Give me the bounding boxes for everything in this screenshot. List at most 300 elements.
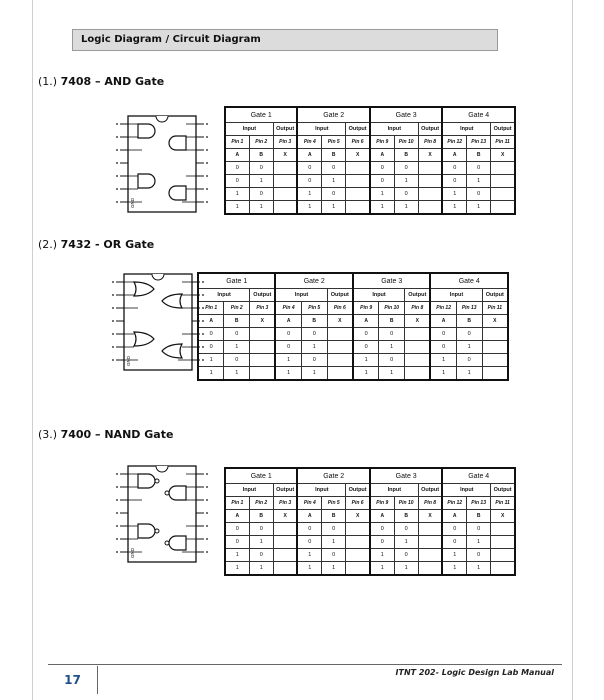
input-value: 1 <box>467 175 491 188</box>
input-value: 0 <box>467 549 491 562</box>
input-value: 0 <box>394 523 418 536</box>
variable-label: B <box>456 315 482 328</box>
input-value: 0 <box>442 175 466 188</box>
and-gate-symbol <box>138 174 155 188</box>
gate-header-row <box>225 468 515 484</box>
input-value: 0 <box>249 162 273 175</box>
output-cell[interactable] <box>491 536 515 549</box>
variable-label: X <box>273 510 297 523</box>
pin-dot <box>206 538 208 540</box>
pin-dot <box>112 320 114 322</box>
pin-dot <box>116 538 118 540</box>
output-cell[interactable] <box>250 328 276 341</box>
input-value: 1 <box>353 354 379 367</box>
gate-header: Gate 3 <box>353 273 430 289</box>
pin-dot <box>206 486 208 488</box>
pin-label: Pin 2 <box>224 302 250 315</box>
input-value: 1 <box>379 341 405 354</box>
output-cell[interactable] <box>418 162 442 175</box>
pin-dot <box>116 175 118 177</box>
input-value: 1 <box>249 175 273 188</box>
input-value: 1 <box>297 188 321 201</box>
output-cell[interactable] <box>482 341 508 354</box>
pin-dot <box>116 473 118 475</box>
gate-header: Gate 2 <box>275 273 352 289</box>
input-header: Input <box>430 289 482 302</box>
input-value: 1 <box>225 549 249 562</box>
gate-header-row <box>225 107 515 123</box>
input-value: 1 <box>430 354 456 367</box>
input-value: 0 <box>225 162 249 175</box>
input-value: 0 <box>322 523 346 536</box>
input-value: 0 <box>370 162 394 175</box>
output-cell[interactable] <box>491 549 515 562</box>
input-header: Input <box>225 484 273 497</box>
pin-label: Pin 11 <box>491 497 515 510</box>
variable-label: A <box>353 315 379 328</box>
variable-row <box>225 510 515 523</box>
gnd-label: GND <box>130 548 135 558</box>
output-cell[interactable] <box>273 562 297 576</box>
truth-row <box>225 562 515 576</box>
input-value: 1 <box>370 201 394 215</box>
pin-dot <box>112 346 114 348</box>
input-value: 0 <box>224 354 250 367</box>
gate-header: Gate 2 <box>297 107 369 123</box>
input-value: 1 <box>224 367 250 381</box>
variable-row <box>225 149 515 162</box>
input-value: 0 <box>370 175 394 188</box>
pin-dot <box>206 162 208 164</box>
input-value: 1 <box>442 549 466 562</box>
input-value: 0 <box>297 162 321 175</box>
gate-header: Gate 1 <box>198 273 275 289</box>
input-value: 0 <box>379 354 405 367</box>
output-cell[interactable] <box>482 367 508 381</box>
pin-label: Pin 2 <box>249 136 273 149</box>
nand-gate-symbol-bubble <box>165 541 169 545</box>
output-cell[interactable] <box>273 188 297 201</box>
variable-label: X <box>418 149 442 162</box>
section-number: (2.) <box>38 238 58 251</box>
variable-label: X <box>250 315 276 328</box>
variable-label: B <box>322 149 346 162</box>
input-value: 0 <box>301 354 327 367</box>
truth-row <box>198 328 508 341</box>
input-value: 1 <box>370 549 394 562</box>
input-value: 1 <box>301 341 327 354</box>
pin-dot <box>116 123 118 125</box>
pin-label: Pin 12 <box>430 302 456 315</box>
or-chip-diagram <box>108 270 208 380</box>
section-heading-or <box>38 238 154 251</box>
and-gate-symbol <box>169 136 186 150</box>
pin-label: Pin 13 <box>467 497 491 510</box>
pin-label: Pin 8 <box>418 497 442 510</box>
output-cell[interactable] <box>273 523 297 536</box>
variable-label: A <box>225 149 249 162</box>
output-header: Output <box>418 484 442 497</box>
variable-label: A <box>275 315 301 328</box>
truth-row <box>225 523 515 536</box>
output-cell[interactable] <box>327 328 353 341</box>
output-cell[interactable] <box>418 188 442 201</box>
input-header: Input <box>370 484 418 497</box>
input-value: 1 <box>322 201 346 215</box>
gate-header: Gate 1 <box>225 468 297 484</box>
pin-label: Pin 13 <box>456 302 482 315</box>
section-heading-and <box>38 75 164 88</box>
variable-label: A <box>297 510 321 523</box>
pin-dot <box>112 307 114 309</box>
output-header: Output <box>418 123 442 136</box>
output-cell[interactable] <box>273 162 297 175</box>
variable-label: A <box>297 149 321 162</box>
chip-body <box>124 274 192 370</box>
pin-label: Pin 3 <box>250 302 276 315</box>
section-number: (1.) <box>38 75 58 88</box>
variable-label: B <box>467 510 491 523</box>
io-header-row <box>225 484 515 497</box>
input-value: 0 <box>353 341 379 354</box>
or-truth-table <box>197 272 509 381</box>
input-header: Input <box>353 289 405 302</box>
variable-label: X <box>405 315 431 328</box>
pin-row <box>225 497 515 510</box>
pin-dot <box>206 499 208 501</box>
output-cell[interactable] <box>491 162 515 175</box>
pin-dot <box>112 333 114 335</box>
truth-row <box>225 536 515 549</box>
output-header: Output <box>250 289 276 302</box>
pin-label: Pin 6 <box>346 497 370 510</box>
output-header: Output <box>346 123 370 136</box>
and-gate-symbol <box>169 186 186 200</box>
and-truth-table <box>224 106 516 215</box>
input-value: 1 <box>394 562 418 576</box>
output-cell[interactable] <box>491 201 515 215</box>
output-cell[interactable] <box>418 523 442 536</box>
input-header: Input <box>370 123 418 136</box>
pin-label: Pin 9 <box>370 497 394 510</box>
page-edge-right <box>572 0 573 700</box>
variable-label: B <box>249 149 273 162</box>
io-header-row <box>198 289 508 302</box>
pin-dot <box>116 188 118 190</box>
input-value: 0 <box>467 162 491 175</box>
input-header: Input <box>198 289 250 302</box>
pin-label: Pin 1 <box>225 497 249 510</box>
nand-chip-diagram <box>112 462 212 572</box>
footer-divider <box>48 664 562 665</box>
pin-dot <box>116 551 118 553</box>
output-cell[interactable] <box>482 354 508 367</box>
input-value: 0 <box>297 523 321 536</box>
input-value: 1 <box>430 367 456 381</box>
output-header: Output <box>491 123 515 136</box>
output-cell[interactable] <box>346 562 370 576</box>
pin-dot <box>112 359 114 361</box>
variable-label: B <box>224 315 250 328</box>
input-value: 1 <box>394 175 418 188</box>
output-header: Output <box>482 289 508 302</box>
output-cell[interactable] <box>346 536 370 549</box>
input-value: 1 <box>456 367 482 381</box>
variable-label: A <box>442 510 466 523</box>
output-cell[interactable] <box>250 341 276 354</box>
pin-label: Pin 3 <box>273 136 297 149</box>
pin-label: Pin 13 <box>467 136 491 149</box>
input-value: 0 <box>249 549 273 562</box>
pin-label: Pin 10 <box>394 497 418 510</box>
input-value: 0 <box>370 523 394 536</box>
nand-gate-symbol <box>169 486 186 500</box>
input-value: 0 <box>225 175 249 188</box>
input-value: 0 <box>249 188 273 201</box>
pin-label: Pin 11 <box>482 302 508 315</box>
variable-label: X <box>346 149 370 162</box>
pin-label: Pin 5 <box>301 302 327 315</box>
variable-label: B <box>379 315 405 328</box>
gate-header: Gate 2 <box>297 468 369 484</box>
page-number: 17 <box>48 666 98 694</box>
input-value: 0 <box>442 523 466 536</box>
input-value: 0 <box>198 341 224 354</box>
input-value: 0 <box>442 162 466 175</box>
variable-label: B <box>394 149 418 162</box>
output-cell[interactable] <box>405 341 431 354</box>
variable-label: B <box>322 510 346 523</box>
input-value: 1 <box>442 201 466 215</box>
output-cell[interactable] <box>346 175 370 188</box>
input-value: 1 <box>442 562 466 576</box>
truth-row <box>198 354 508 367</box>
variable-label: A <box>442 149 466 162</box>
output-cell[interactable] <box>346 188 370 201</box>
input-value: 1 <box>322 175 346 188</box>
output-cell[interactable] <box>418 562 442 576</box>
input-value: 0 <box>225 523 249 536</box>
pin-dot <box>116 201 118 203</box>
input-header: Input <box>275 289 327 302</box>
input-value: 0 <box>394 188 418 201</box>
input-header: Input <box>297 484 345 497</box>
section-name: 7432 - OR Gate <box>60 238 155 251</box>
input-value: 1 <box>394 536 418 549</box>
pin-dot <box>206 136 208 138</box>
output-cell[interactable] <box>491 523 515 536</box>
variable-label: X <box>418 510 442 523</box>
gate-header: Gate 3 <box>370 468 442 484</box>
nand-gate-symbol <box>138 524 155 538</box>
output-cell[interactable] <box>273 536 297 549</box>
input-value: 1 <box>322 562 346 576</box>
nand-gate-symbol-bubble <box>155 479 159 483</box>
variable-label: B <box>467 149 491 162</box>
output-cell[interactable] <box>273 201 297 215</box>
input-value: 0 <box>442 536 466 549</box>
input-value: 0 <box>224 328 250 341</box>
pin-dot <box>116 162 118 164</box>
variable-label: X <box>491 149 515 162</box>
output-cell[interactable] <box>491 175 515 188</box>
output-cell[interactable] <box>418 201 442 215</box>
input-value: 0 <box>275 341 301 354</box>
truth-row <box>198 341 508 354</box>
output-cell[interactable] <box>405 367 431 381</box>
pin-label: Pin 10 <box>394 136 418 149</box>
variable-label: A <box>198 315 224 328</box>
pin-label: Pin 1 <box>198 302 224 315</box>
pin-label: Pin 1 <box>225 136 249 149</box>
pin-dot <box>116 512 118 514</box>
pin-label: Pin 4 <box>275 302 301 315</box>
section-heading-nand <box>38 428 173 441</box>
pin-dot <box>116 149 118 151</box>
nand-truth-table <box>224 467 516 576</box>
input-value: 0 <box>301 328 327 341</box>
output-cell[interactable] <box>491 188 515 201</box>
pin-row <box>198 302 508 315</box>
variable-label: A <box>225 510 249 523</box>
input-value: 1 <box>225 201 249 215</box>
pin-dot <box>206 175 208 177</box>
output-cell[interactable] <box>346 523 370 536</box>
output-cell[interactable] <box>482 328 508 341</box>
pin-dot <box>116 136 118 138</box>
pin-label: Pin 4 <box>297 136 321 149</box>
variable-row <box>198 315 508 328</box>
pin-label: Pin 6 <box>327 302 353 315</box>
input-value: 0 <box>394 162 418 175</box>
pin-label: Pin 12 <box>442 136 466 149</box>
pin-dot <box>206 188 208 190</box>
pin-label: Pin 3 <box>273 497 297 510</box>
variable-label: X <box>482 315 508 328</box>
truth-row <box>225 162 515 175</box>
pin-dot <box>206 123 208 125</box>
input-value: 1 <box>353 367 379 381</box>
pin-label: Pin 5 <box>322 497 346 510</box>
manual-name: ITNT 202- Logic Design Lab Manual <box>395 668 554 677</box>
and-gate-symbol <box>138 124 155 138</box>
input-value: 1 <box>249 562 273 576</box>
input-value: 0 <box>198 328 224 341</box>
input-value: 0 <box>456 328 482 341</box>
input-value: 0 <box>430 328 456 341</box>
section-number: (3.) <box>38 428 58 441</box>
output-cell[interactable] <box>250 354 276 367</box>
input-value: 0 <box>275 328 301 341</box>
output-cell[interactable] <box>327 354 353 367</box>
output-cell[interactable] <box>346 162 370 175</box>
pin-dot <box>206 551 208 553</box>
nand-gate-symbol <box>169 536 186 550</box>
output-cell[interactable] <box>491 562 515 576</box>
output-header: Output <box>405 289 431 302</box>
pin-label: Pin 4 <box>297 497 321 510</box>
input-header: Input <box>442 123 490 136</box>
output-cell[interactable] <box>250 367 276 381</box>
pin-dot <box>116 499 118 501</box>
input-value: 1 <box>297 562 321 576</box>
input-value: 1 <box>370 562 394 576</box>
pin-label: Pin 2 <box>249 497 273 510</box>
input-value: 0 <box>353 328 379 341</box>
input-value: 1 <box>467 536 491 549</box>
input-value: 1 <box>249 536 273 549</box>
input-value: 1 <box>225 562 249 576</box>
input-value: 0 <box>297 536 321 549</box>
variable-label: X <box>273 149 297 162</box>
pin-dot <box>206 512 208 514</box>
page-edge-left <box>32 0 33 700</box>
page-title: Logic Diagram / Circuit Diagram <box>72 29 498 51</box>
variable-label: X <box>346 510 370 523</box>
input-value: 0 <box>430 341 456 354</box>
io-header-row <box>225 123 515 136</box>
variable-label: A <box>370 510 394 523</box>
input-value: 0 <box>297 175 321 188</box>
input-header: Input <box>297 123 345 136</box>
output-cell[interactable] <box>418 536 442 549</box>
truth-row <box>225 201 515 215</box>
output-cell[interactable] <box>346 201 370 215</box>
pin-dot <box>206 149 208 151</box>
output-cell[interactable] <box>418 175 442 188</box>
output-cell[interactable] <box>418 549 442 562</box>
output-header: Output <box>491 484 515 497</box>
pin-label: Pin 8 <box>405 302 431 315</box>
pin-label: Pin 11 <box>491 136 515 149</box>
output-cell[interactable] <box>327 341 353 354</box>
output-cell[interactable] <box>405 354 431 367</box>
gate-header-row <box>198 273 508 289</box>
input-value: 0 <box>249 523 273 536</box>
pin-dot <box>116 525 118 527</box>
pin-label: Pin 10 <box>379 302 405 315</box>
input-value: 1 <box>275 354 301 367</box>
pin-label: Pin 5 <box>322 136 346 149</box>
input-value: 1 <box>322 536 346 549</box>
output-cell[interactable] <box>273 549 297 562</box>
nand-gate-symbol <box>138 474 155 488</box>
input-value: 0 <box>322 549 346 562</box>
output-cell[interactable] <box>273 175 297 188</box>
input-value: 0 <box>370 536 394 549</box>
gate-header: Gate 1 <box>225 107 297 123</box>
input-value: 0 <box>379 328 405 341</box>
output-cell[interactable] <box>327 367 353 381</box>
pin-label: Pin 9 <box>353 302 379 315</box>
gnd-label: GND <box>130 198 135 208</box>
truth-row <box>225 549 515 562</box>
pin-dot <box>112 294 114 296</box>
nand-gate-symbol-bubble <box>155 529 159 533</box>
output-cell[interactable] <box>346 549 370 562</box>
output-header: Output <box>327 289 353 302</box>
nand-gate-symbol-bubble <box>165 491 169 495</box>
variable-label: A <box>430 315 456 328</box>
output-cell[interactable] <box>405 328 431 341</box>
gnd-label: GND <box>126 356 131 366</box>
input-header: Input <box>225 123 273 136</box>
gate-header: Gate 4 <box>430 273 508 289</box>
input-value: 1 <box>198 354 224 367</box>
pin-label: Pin 6 <box>346 136 370 149</box>
input-value: 0 <box>394 549 418 562</box>
variable-label: X <box>327 315 353 328</box>
